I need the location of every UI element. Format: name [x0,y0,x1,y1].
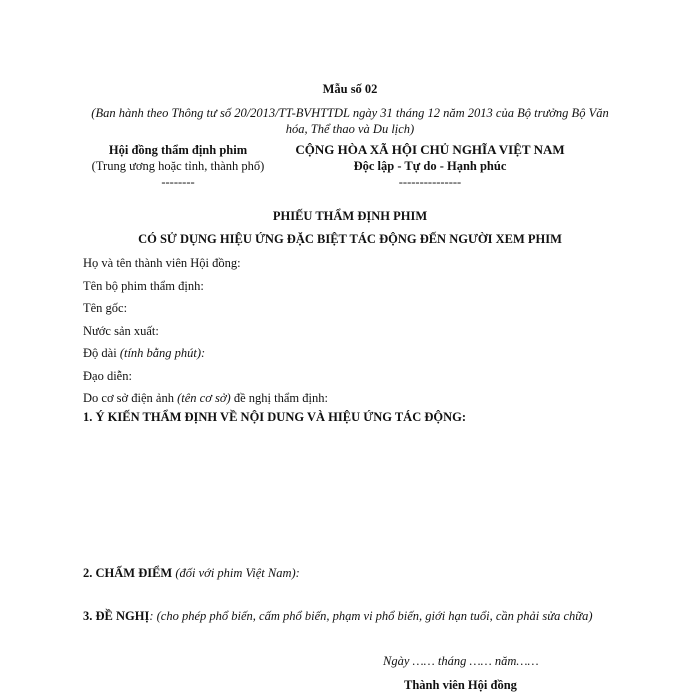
field-duration-note: (tính bằng phút): [119,346,206,360]
national-header [270,142,590,190]
field-proposer-note: (tên cơ sở) [177,391,231,405]
issued-by-note: (Ban hành theo Thông tư số 20/2013/TT-BVHTTDL ngày 31 tháng 12 năm 2013 của Bộ trưởng Bộ Văn hóa, Thể thao và Du lịch) [91,106,609,136]
field-duration [83,345,643,368]
form-number: Mẫu số 02 [322,82,378,96]
section-proposal [83,609,592,624]
national-divider: --------------- [398,175,462,189]
field-film-name: Tên bộ phim thẩm định: [83,278,204,293]
section-opinion-heading: 1. Ý KIẾN THẨM ĐỊNH VỀ NỘI DUNG VÀ HIỆU ỨNG TÁC ĐỘNG: [83,410,467,424]
council-divider: -------- [161,175,195,189]
field-proposer-label: Do cơ sở điện ảnh [83,391,178,405]
council-level: (Trung ương hoặc tỉnh, thành phố) [91,159,265,173]
field-country: Nước sản xuất: [83,323,159,338]
section-score [83,566,300,581]
council-header [78,142,278,190]
section-proposal-heading: 3. ĐỀ NGHỊ [83,609,150,623]
section-score-heading: 2. CHẤM ĐIỂM [83,566,173,580]
field-original-name: Tên gốc: [83,301,128,315]
national-motto: Độc lập - Tự do - Hạnh phúc [353,159,507,173]
field-member-name: Họ và tên thành viên Hội đồng: [83,256,241,270]
info-fields [83,255,643,413]
section-score-note: (đối với phim Việt Nam): [172,566,300,580]
national-name: CỘNG HÒA XÃ HỘI CHỦ NGHĨA VIỆT NAM [295,142,565,157]
date-line: Ngày …… tháng …… năm…… [383,654,539,668]
section-proposal-note: : (cho phép phổ biến, cấm phổ biến, phạm vi phổ biến, giới hạn tuổi, cần phải sửa chữa) [149,609,593,623]
field-duration-label: Độ dài [83,346,120,360]
signature-label: Thành viên Hội đồng [404,678,517,692]
field-director: Đạo diễn: [83,368,132,383]
document-subtitle: CÓ SỬ DỤNG HIỆU ỨNG ĐẶC BIỆT TÁC ĐỘNG ĐẾN NGƯỜI XEM PHIM [138,232,562,246]
field-proposer-tail: đề nghị thẩm định: [230,391,328,405]
document-title: PHIẾU THẨM ĐỊNH PHIM [272,209,428,223]
council-name: Hội đồng thẩm định phim [108,143,248,157]
